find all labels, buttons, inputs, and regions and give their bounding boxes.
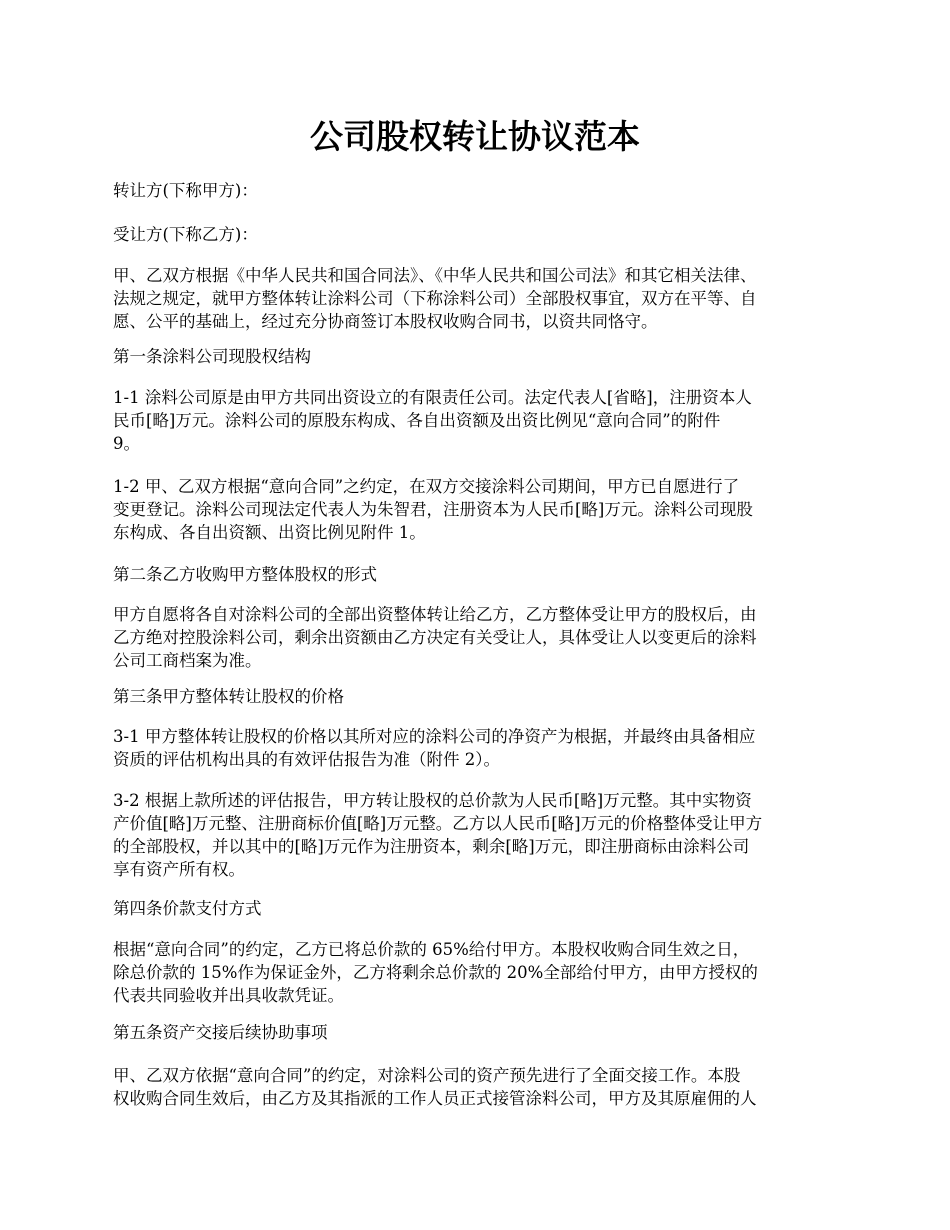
clause-1-1 — [113, 386, 752, 455]
text-line: 1-2 甲、乙双方根据“意向合同”之约定，在双方交接涂料公司期间，甲方已自愿进行了 — [113, 477, 740, 496]
paragraph-transferee — [113, 223, 258, 246]
text-line: 第四条价款支付方式 — [113, 899, 262, 918]
section-heading-2 — [113, 563, 377, 586]
text-line: 1-1 涂料公司原是由甲方共同出资设立的有限责任公司。法定代表人[省略]，注册资本人 — [113, 388, 752, 407]
text-line: 9。 — [113, 434, 140, 453]
text-line: 第二条乙方收购甲方整体股权的形式 — [113, 565, 377, 584]
section-heading-5 — [113, 1021, 328, 1044]
text-line: 受让方(下称乙方)： — [113, 225, 258, 244]
text-line: 公司工商档案为准。 — [113, 651, 262, 670]
section-heading-4 — [113, 897, 262, 920]
text-line: 甲、乙双方依据“意向合同”的约定，对涂料公司的资产预先进行了全面交接工作。本股 — [113, 1066, 741, 1085]
section-heading-1 — [113, 345, 311, 368]
text-line: 享有资产所有权。 — [113, 860, 245, 879]
text-line: 第一条涂料公司现股权结构 — [113, 347, 311, 366]
text-line: 甲、乙双方根据《中华人民共和国合同法》、《中华人民共和国公司法》和其它相关法律、 — [113, 266, 757, 285]
text-line: 民币[略]万元。涂料公司的原股东构成、各自出资额及出资比例见“意向合同”的附件 — [113, 411, 721, 430]
clause-1-2 — [113, 475, 753, 544]
text-line: 除总价款的 15%作为保证金外，乙方将剩余总价款的 20%全部给付甲方，由甲方授权的 — [113, 963, 758, 982]
text-line: 甲方自愿将各自对涂料公司的全部出资整体转让给乙方，乙方整体受让甲方的股权后，由 — [113, 605, 757, 624]
paragraph-preamble — [113, 264, 757, 333]
text-line: 的全部股权，并以其中的[略]万元作为注册资本，剩余[略]万元，即注册商标由涂料公司 — [113, 837, 750, 856]
section-2-body — [113, 603, 757, 672]
text-line: 权收购合同生效后，由乙方及其指派的工作人员正式接管涂料公司，甲方及其原雇佣的人 — [113, 1089, 757, 1108]
paragraph-transferor — [113, 179, 258, 202]
section-4-body — [113, 938, 758, 1007]
text-line: 东构成、各自出资额、出资比例见附件 1。 — [113, 523, 426, 542]
text-line: 愿、公平的基础上，经过充分协商签订本股权收购合同书，以资共同恪守。 — [113, 312, 658, 331]
text-line: 根据“意向合同”的约定，乙方已将总价款的 65%给付甲方。本股权收购合同生效之日， — [113, 940, 750, 959]
text-line: 变更登记。涂料公司现法定代表人为朱智君，注册资本为人民币[略]万元。涂料公司现股 — [113, 500, 753, 519]
text-line: 3-1 甲方整体转让股权的价格以其所对应的涂料公司的净资产为根据，并最终由具备相应 — [113, 727, 756, 746]
clause-3-2 — [113, 789, 762, 881]
clause-3-1 — [113, 725, 755, 771]
text-line: 第五条资产交接后续协助事项 — [113, 1023, 328, 1042]
text-line: 乙方绝对控股涂料公司，剩余出资额由乙方决定有关受让人，具体受让人以变更后的涂料 — [113, 628, 757, 647]
text-line: 代表共同验收并出具收款凭证。 — [113, 986, 344, 1005]
section-5-body — [113, 1064, 757, 1110]
document-title: 公司股权转让协议范本 — [310, 117, 640, 156]
text-line: 转让方(下称甲方)： — [113, 181, 258, 200]
text-line: 资质的评估机构出具的有效评估报告为准（附件 2）。 — [113, 750, 500, 769]
text-line: 法规之规定，就甲方整体转让涂料公司（下称涂料公司）全部股权事宜，双方在平等、自 — [113, 289, 757, 308]
text-line: 3-2 根据上款所述的评估报告，甲方转让股权的总价款为人民币[略]万元整。其中实物资 — [113, 791, 752, 810]
text-line: 第三条甲方整体转让股权的价格 — [113, 687, 344, 706]
text-line: 产价值[略]万元整、注册商标价值[略]万元整。乙方以人民币[略]万元的价格整体受让甲方 — [113, 814, 763, 833]
section-heading-3 — [113, 685, 344, 708]
